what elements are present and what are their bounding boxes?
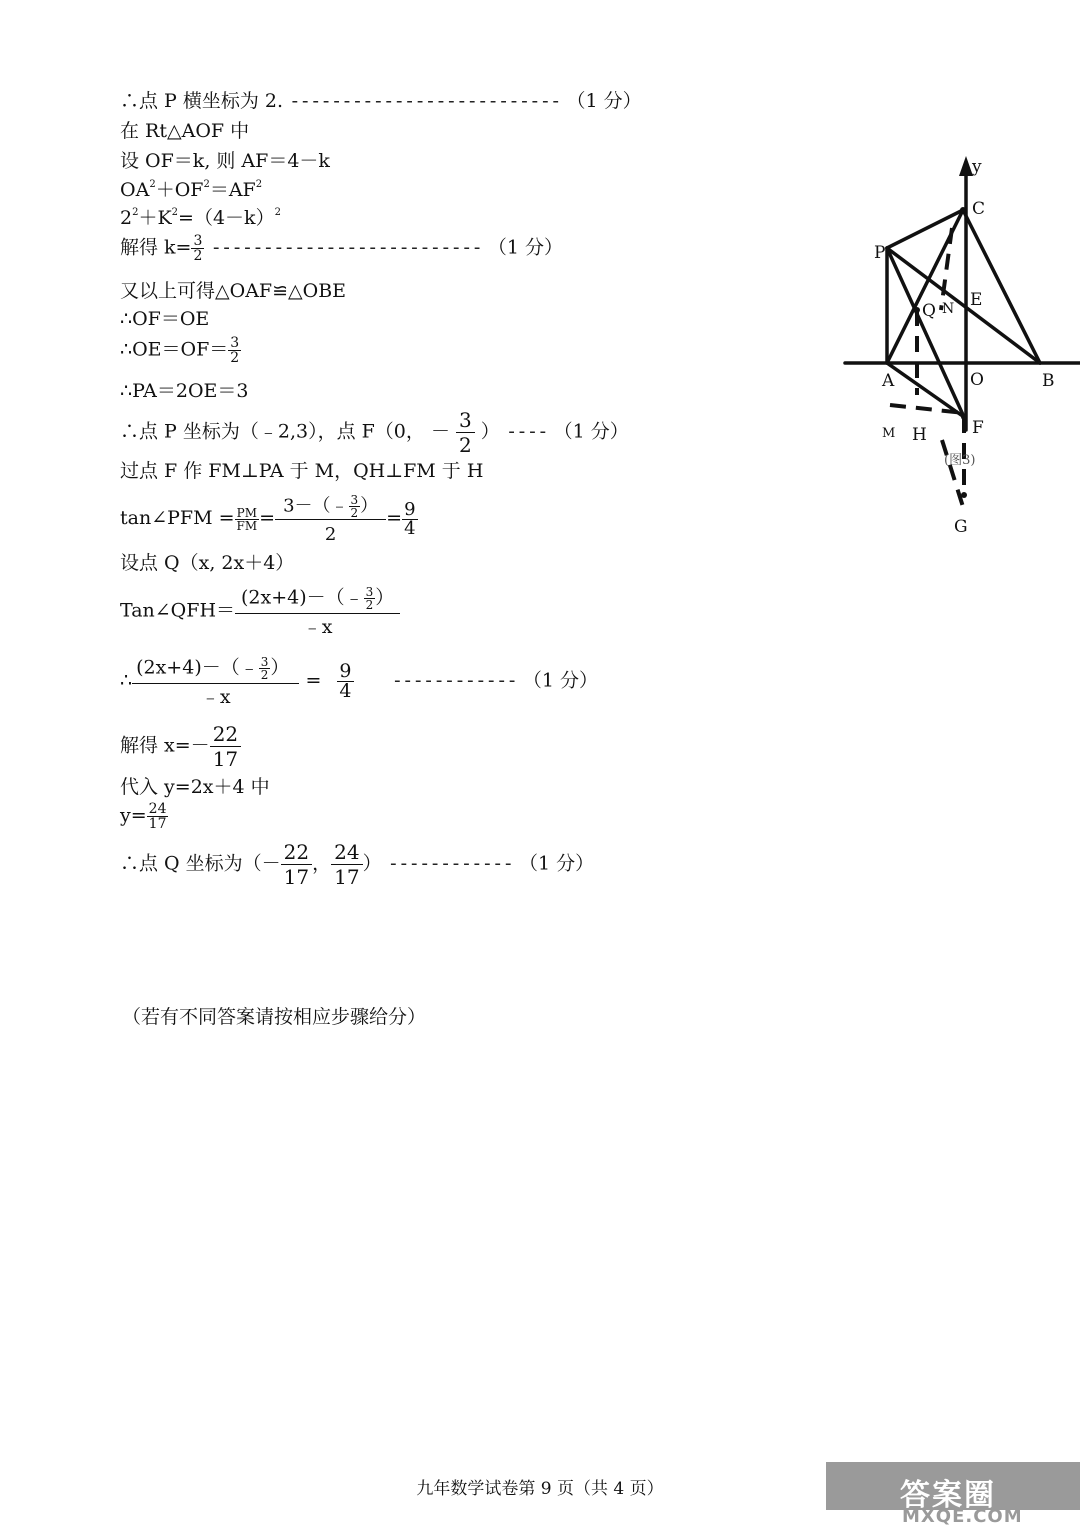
rhs: =（4－k） bbox=[178, 207, 275, 229]
square: 2 bbox=[171, 207, 179, 218]
result-fraction: $\frac{9}{4}$ bbox=[339, 660, 352, 702]
dash-leader: ------------ bbox=[391, 669, 517, 692]
segment-cb bbox=[963, 210, 1040, 363]
step-set-q: 设点 Q（x, 2x＋4） bbox=[120, 552, 295, 574]
step-tan-qfh bbox=[120, 586, 400, 637]
label-a: A bbox=[882, 371, 895, 391]
text: 解得 k= bbox=[120, 236, 192, 259]
text: 解得 x=－ bbox=[120, 734, 210, 757]
equals: = bbox=[218, 507, 235, 529]
point-q bbox=[914, 307, 920, 313]
step-of-oe: ∴OF＝OE bbox=[120, 308, 210, 330]
square: 2 bbox=[132, 207, 139, 218]
text: Tan∠QFH＝ bbox=[120, 599, 236, 622]
of: ＋OF bbox=[155, 179, 204, 201]
fraction: $\frac{24}{17}$ bbox=[148, 801, 167, 832]
step-substitute: 代入 y=2x＋4 中 bbox=[120, 776, 270, 798]
fraction: $\frac{22}{17}$ bbox=[210, 722, 241, 771]
watermark-url: MXQE.COM bbox=[902, 1506, 1023, 1527]
comma: ， bbox=[312, 852, 332, 875]
text: y= bbox=[120, 804, 147, 827]
y-fraction: $\frac{24}{17}$ bbox=[331, 840, 362, 889]
point-c bbox=[960, 207, 966, 213]
x-fraction: $\frac{22}{17}$ bbox=[281, 840, 312, 889]
step-solve-x bbox=[120, 722, 241, 771]
label-b: B bbox=[1042, 371, 1055, 391]
label-n: N bbox=[942, 301, 955, 317]
square: 2 bbox=[149, 179, 156, 190]
step-let-of: 设 OF＝k, 则 AF＝4－k bbox=[120, 150, 330, 172]
label-g: G bbox=[954, 517, 968, 537]
fraction: (2x+4)－（﹣ $\frac{3}{2}$ ） ﹣x bbox=[235, 586, 400, 637]
text: ∴OE＝OF＝ bbox=[120, 338, 229, 361]
step-pythag bbox=[120, 180, 262, 200]
fraction: (2x+4)－（﹣ $\frac{3}{2}$ ） ﹣x bbox=[132, 656, 299, 707]
square: 2 bbox=[274, 207, 281, 218]
label-h: H bbox=[912, 425, 927, 445]
square: 2 bbox=[203, 179, 210, 190]
step-equation-x bbox=[120, 656, 598, 707]
segment-hg bbox=[942, 440, 964, 510]
step-p-f-coords bbox=[120, 408, 629, 457]
score-3: （1 分） bbox=[553, 420, 629, 443]
square: 2 bbox=[255, 179, 263, 190]
label-f: F bbox=[972, 418, 984, 438]
step-solve-k bbox=[120, 234, 563, 263]
dash-leader: ---- bbox=[505, 420, 548, 443]
dash-leader: -------------------------- bbox=[289, 90, 561, 112]
score-4: （1 分） bbox=[522, 669, 599, 692]
af: ＝AF bbox=[209, 179, 256, 201]
y-axis-arrow bbox=[959, 156, 973, 176]
label-y: y bbox=[972, 157, 982, 177]
label-c: C bbox=[972, 199, 986, 219]
text: ∴点 Q 坐标为（－ bbox=[120, 852, 281, 875]
text: ∴点 P 坐标为（﹣2,3），点 F（0， bbox=[120, 420, 425, 443]
label-m: M bbox=[882, 426, 896, 441]
dash-leader: -------------------------- bbox=[210, 236, 482, 259]
fraction: $\frac{3}{2}$ bbox=[230, 335, 240, 366]
oa: OA bbox=[120, 179, 150, 201]
watermark-logo: 答案圈 bbox=[900, 1478, 996, 1513]
point-f bbox=[961, 414, 967, 420]
segment-pb bbox=[887, 248, 1040, 363]
therefore: ∴ bbox=[120, 669, 133, 692]
step-q-coords bbox=[120, 840, 594, 889]
label-e: E bbox=[970, 290, 983, 310]
fraction: 3－（﹣ $\frac{3}{2}$ ） 2 bbox=[275, 494, 386, 544]
geometry-figure bbox=[830, 150, 1080, 550]
step-y-value bbox=[120, 802, 168, 831]
label-o: O bbox=[970, 370, 984, 390]
grading-note: （若有不同答案请按相应步骤给分） bbox=[122, 1006, 427, 1028]
minus: － bbox=[430, 420, 450, 443]
score-2: （1 分） bbox=[487, 236, 564, 259]
page-footer: 九年数学试卷第 9 页（共 4 页） bbox=[416, 1479, 664, 1499]
score-5: （1 分） bbox=[518, 852, 595, 875]
step-tan-pfm: tan∠PFM = $\frac{PM}{FM}$ = 3－（﹣ $\frac{3}{2}$ ） 2 = $\frac{9}{4}$ bbox=[120, 493, 416, 545]
point-g bbox=[961, 492, 967, 498]
step-oe-value bbox=[120, 336, 241, 365]
dash-leader: ------------ bbox=[387, 852, 513, 875]
step-rt-aof: 在 Rt△AOF 中 bbox=[120, 120, 250, 142]
step-congruent: 又以上可得△OAF≌△OBE bbox=[120, 280, 347, 302]
paren: ） bbox=[362, 852, 382, 875]
step-p-x bbox=[120, 92, 642, 111]
k: ＋K bbox=[138, 207, 172, 229]
two: 2 bbox=[120, 207, 133, 229]
paren: ） bbox=[480, 420, 500, 443]
equals: = bbox=[305, 669, 322, 692]
result-fraction: $\frac{9}{4}$ bbox=[404, 498, 416, 539]
step-construct: 过点 F 作 FM⊥PA 于 M，QH⊥FM 于 H bbox=[120, 460, 484, 482]
label-p: P bbox=[874, 243, 886, 263]
fraction: $\frac{3}{2}$ bbox=[193, 233, 203, 264]
figure-caption: (图3) bbox=[944, 453, 976, 468]
step-equation bbox=[120, 208, 281, 228]
text: tan∠PFM bbox=[120, 507, 213, 529]
text: ∴点 P 横坐标为 2. bbox=[120, 90, 284, 112]
score-1: （1 分） bbox=[566, 90, 642, 112]
label-q: Q bbox=[922, 301, 936, 321]
pm-fm: $\frac{PM}{FM}$ bbox=[236, 505, 258, 533]
fraction: $\frac{3}{2}$ bbox=[456, 408, 475, 457]
step-pa: ∴PA＝2OE＝3 bbox=[120, 380, 249, 402]
